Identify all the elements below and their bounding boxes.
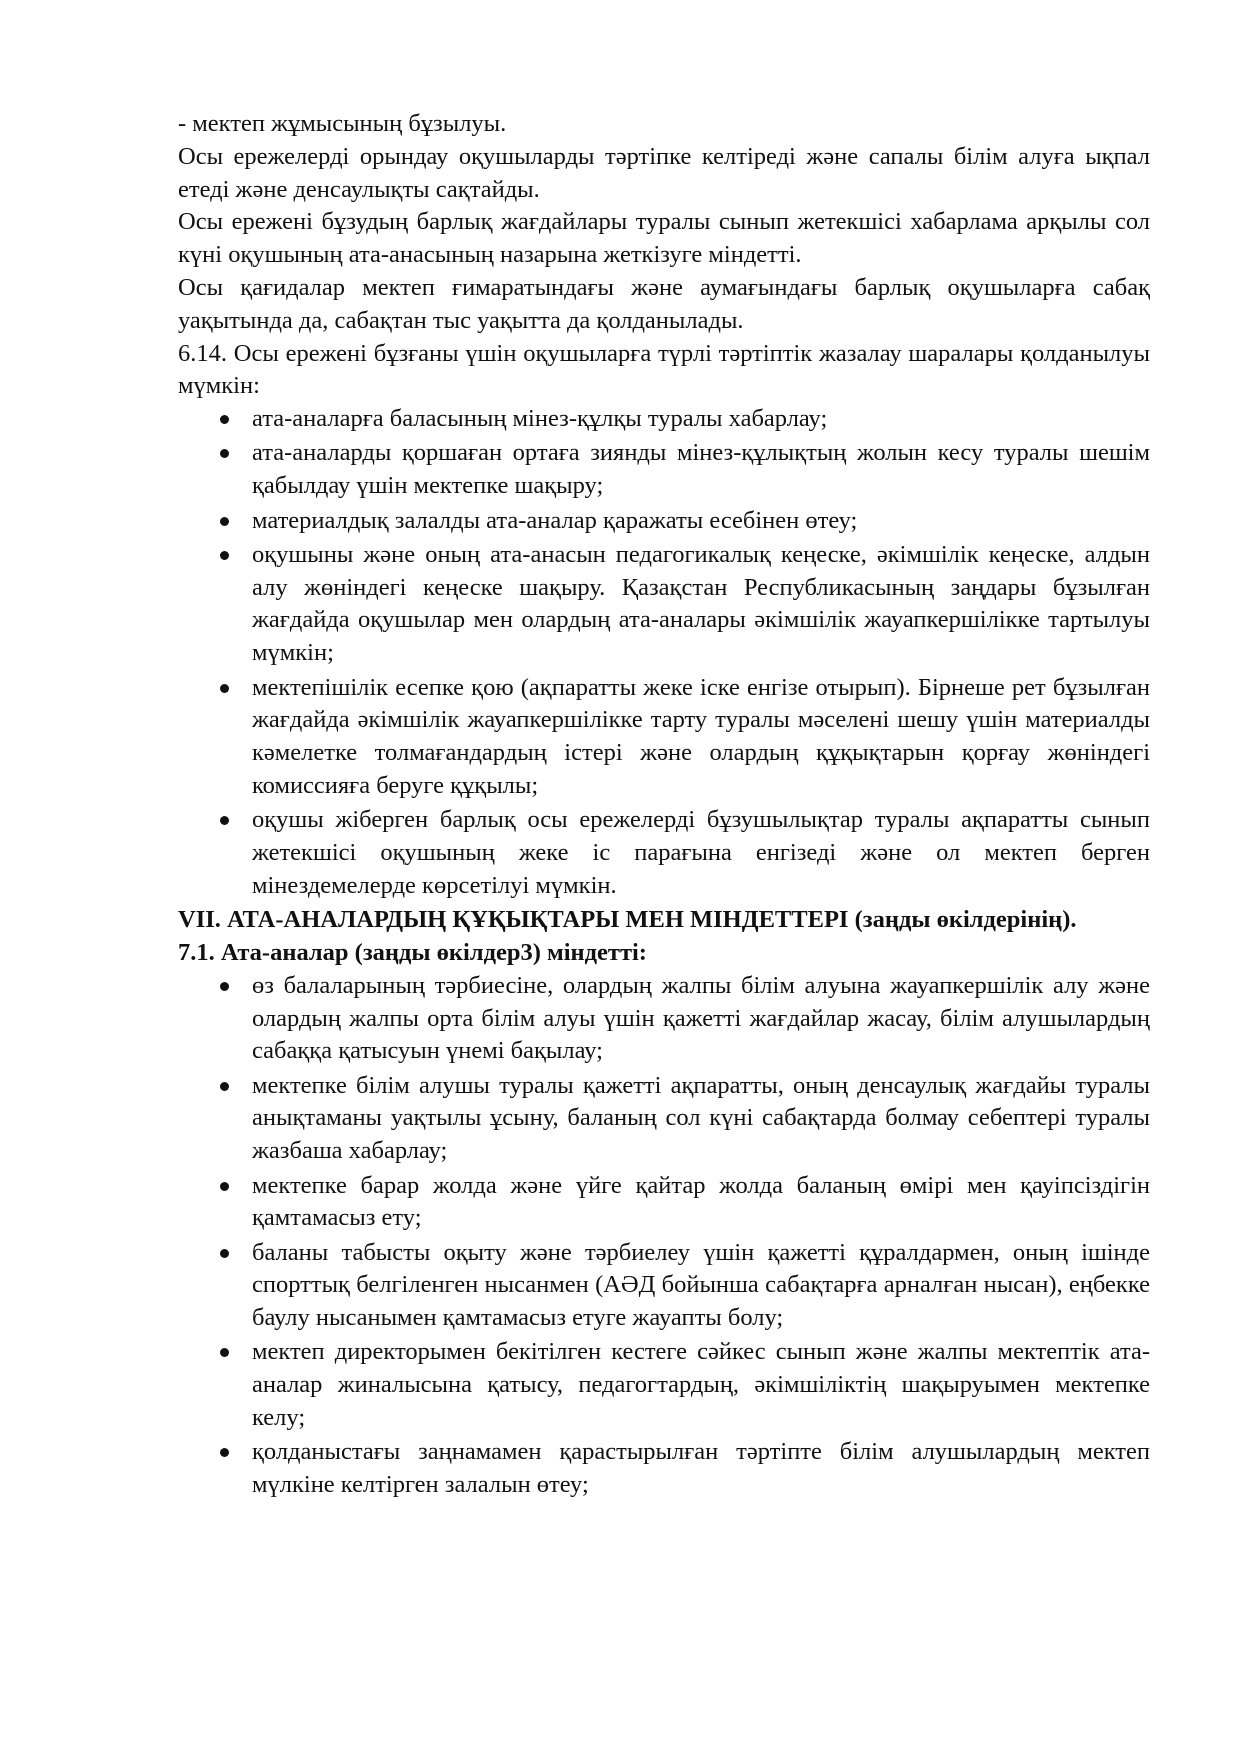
list-item-text: баланы табысты оқыту және тәрбиелеу үшін қажетті құралдармен, оның ішінде спорттық белгіленген нысанмен (АӘД бойынша сабақтарға арналған нысан), еңбекке баулу нысанымен қамтамасыз етуге жауапты болу; [252, 1238, 1150, 1332]
list-item [178, 1436, 1150, 1502]
bullet-icon [220, 1348, 229, 1357]
list-item [178, 1170, 1150, 1236]
bullet-icon [220, 982, 229, 991]
bullet-icon [220, 449, 229, 458]
bullet-icon [220, 415, 229, 424]
list-item [178, 437, 1150, 503]
list-item-text: мектепке білім алушы туралы қажетті ақпаратты, оның денсаулық жағдайы туралы анықтаманы уақтылы ұсыну, баланың сол күні сабақтарда болмау себептері туралы жазбаша хабарлау; [252, 1071, 1150, 1165]
list-item [178, 672, 1150, 803]
list-item-text: оқушы жіберген барлық осы ережелерді бұзушылықтар туралы ақпаратты сынып жетекшісі оқушының жеке іс парағына енгізеді және ол мектеп берген мінездемелерде көрсетілуі мүмкін. [252, 806, 1150, 899]
list-item [178, 403, 1150, 436]
paragraph-rules-scope: Осы қағидалар мектеп ғимаратындағы және аумағындағы барлық оқушыларға сабақ уақытында да, сабақтан тыс уақытта да қолданылады. [178, 273, 1150, 334]
bullet-icon [220, 517, 229, 526]
list-item-text: өз балаларының тәрбиесіне, олардың жалпы білім алуына жауапкершілік алу және олардың жалпы орта білім алуы үшін қажетті жағдайлар жасау, білім алушылардың сабаққа қатысуын үнемі бақылау; [252, 971, 1150, 1065]
list-item-text: ата-аналарға баласының мінез-құлқы туралы хабарлау; [252, 405, 828, 433]
parent-duties-list [178, 970, 1150, 1502]
list-item-text: қолданыстағы заңнамамен қарастырылған тәртіпте білім алушылардың мектеп мүлкіне келтірген залалын өтеу; [252, 1438, 1150, 1499]
bullet-icon [220, 1448, 229, 1457]
section-heading: VII. АТА-АНАЛАРДЫҢ ҚҰҚЫҚТАРЫ МЕН МІНДЕТТЕРІ (заңды өкілдерінің). [178, 906, 1077, 934]
paragraph-teacher-notification: Осы ережені бұзудың барлық жағдайлары туралы сынып жетекшісі хабарлама арқылы сол күні оқушының ата-анасының назарына жеткізуге міндетті. [178, 208, 1150, 269]
bullet-icon [220, 684, 229, 693]
bullet-icon [220, 1082, 229, 1091]
bullet-icon [220, 816, 229, 825]
list-item [178, 804, 1150, 902]
list-item-text: мектепішілік есепке қою (ақпаратты жеке іске енгізе отырып). Бірнеше рет бұзылған жағдайда әкімшілік жауапкершілікке тарту туралы мәселені шешу үшін материалды кәмелетке толмағандардың істері және олардың құқықтарын қорғау жөніндегі комиссияға беруге құқылы; [252, 673, 1150, 799]
bullet-icon [220, 1249, 229, 1258]
list-item-text: ата-аналарды қоршаған ортаға зиянды мінез-құлықтың жолын кесу туралы шешім қабылдау үшін мектепке шақыру; [252, 439, 1150, 500]
list-item [178, 1336, 1150, 1434]
list-item-text: оқушыны және оның ата-анасын педагогикалық кеңеске, әкімшілік кеңеске, алдын алу жөніндегі кеңеске шақыру. Қазақстан Республикасының заңдары бұзылған жағдайда оқушылар мен олардың ата-аналары әкімшілік жауапкершілікке тартылуы мүмкін; [252, 540, 1150, 667]
paragraph-rules-benefit: Осы ережелерді орындау оқушыларды тәртіпке келтіреді және сапалы білім алуға ықпал етеді және денсаулықты сақтайды. [178, 142, 1150, 203]
list-item-text: материалдық залалды ата-аналар қаражаты есебінен өтеу; [252, 506, 858, 534]
list-item [178, 1070, 1150, 1168]
document-page [178, 108, 1150, 1503]
list-item-text: мектепке барар жолда және үйге қайтар жолда баланың өмірі мен қауіпсіздігін қамтамасыз ету; [252, 1171, 1150, 1232]
paragraph-clause-6-14: 6.14. Осы ережені бұзғаны үшін оқушыларға түрлі тәртіптік жазалау шаралары қолданылуы мүмкін: [178, 339, 1150, 400]
subsection-heading: 7.1. Ата-аналар (заңды өкілдер3) міндетті: [178, 938, 647, 966]
list-item [178, 539, 1150, 670]
bullet-icon [220, 551, 229, 560]
list-item-text: мектеп директорымен бекітілген кестеге сәйкес сынып және жалпы мектептік ата-аналар жиналысына қатысу, педагогтардың, әкімшіліктің шақыруымен мектепке келу; [252, 1338, 1150, 1432]
list-item [178, 505, 1150, 538]
disciplinary-measures-list [178, 403, 1150, 902]
bullet-icon [220, 1182, 229, 1191]
list-item [178, 970, 1150, 1068]
paragraph-school-disruption: - мектеп жұмысының бұзылуы. [178, 110, 507, 137]
list-item [178, 1237, 1150, 1335]
